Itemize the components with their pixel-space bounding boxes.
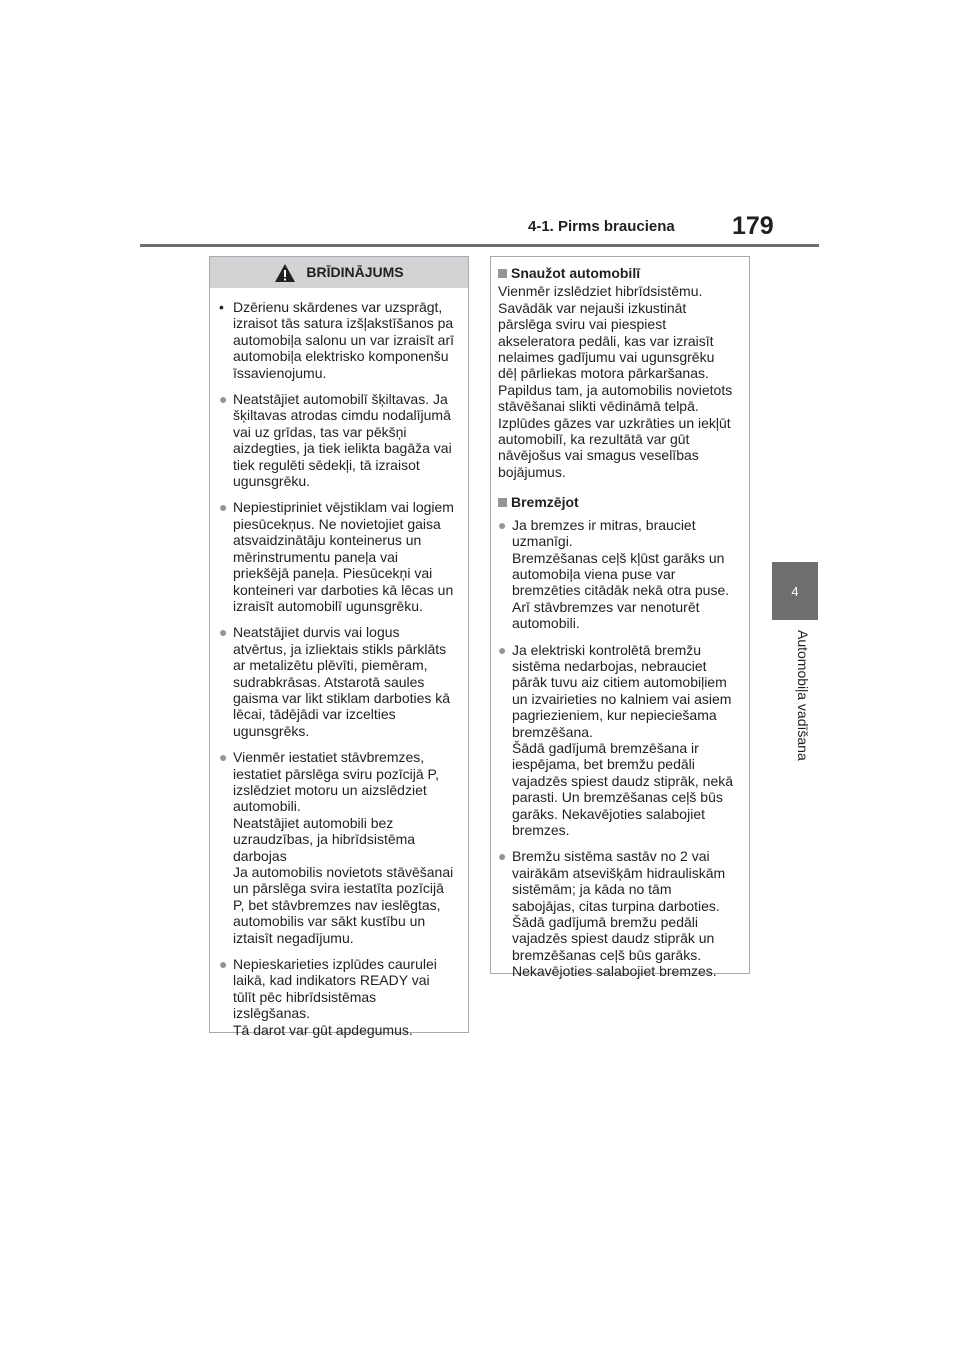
section-heading (498, 494, 743, 510)
square-bullet-icon (498, 498, 507, 507)
chapter-number: 4 (791, 583, 799, 599)
page-number: 179 (732, 212, 774, 240)
list-item (219, 624, 458, 739)
warning-body (210, 288, 468, 1038)
list-item-text: Ja bremzes ir mitras, brauciet uzmanīgi. Bremzēšanas ceļš kļūst garāks un automobiļa viena puse var bremzēties citādāk nekā otra puse. Arī stāvbremzes var nenoturēt automobili. (512, 516, 730, 632)
list-item-text: Nepieskarieties izplūdes caurulei laikā, kad indikators READY vai tūlīt pēc hibrīdsistēmas izslēgšanas. Tā darot var gūt apdegumus. (233, 956, 437, 1038)
bullet-dot-icon: ● (498, 641, 507, 658)
warning-title: BRĪDINĀJUMS (306, 264, 404, 281)
info-box (490, 256, 750, 980)
list-item-text: Neatstājiet automobilī šķiltavas. Ja šķiltavas atrodas cimdu nodalījumā vai uz grīdas, tas var pēkšņi aizdegties, ja tiek ielikta bagāža vai tiek regulēti sēdekļi, tā izraisot ugunsgrēku. (233, 391, 452, 490)
list-item-text: Ja elektriski kontrolētā bremžu sistēma nedarbojas, nebrauciet pārāk tuvu aiz citiem automobiļiem un izvairieties no kalniem vai asiem pagriezieniem, kur nepieciešama bremzēšana. Šādā gadījumā bremzēšana ir iespējama, bet bremžu pedāli vajadzēs spiest daudz stiprāk, nekā parasti. Un bremzēšanas ceļš būs garāks. Nekavējoties salabojiet bremzes. (512, 641, 734, 838)
list-item (219, 956, 458, 1038)
bullet-dot-icon: ● (219, 499, 228, 516)
section-heading (498, 265, 743, 281)
warning-header (210, 257, 468, 288)
list-item (219, 749, 458, 946)
section-heading-text: Bremzējot (511, 494, 579, 511)
list-item-text: Bremžu sistēma sastāv no 2 vai vairākām atsevišķām hidrauliskām sistēmām; ja kāda no tām sabojājas, citas turpina darboties. Šādā gadījumā bremžu pedāli vajadzēs spiest daudz stiprāk un bremzēšanas ceļš būs garāks. Nekavējoties salabojiet bremzes. (512, 848, 726, 980)
warning-triangle-icon (274, 263, 296, 283)
bullet-marker: • (219, 299, 224, 315)
list-item (219, 499, 458, 614)
section-title: 4-1. Pirms brauciena (528, 218, 675, 235)
list-item-text: Nepiestipriniet vējstiklam vai logiem piesūcekņus. Ne novietojiet gaisa atsvaidzinātāju konteinerus un mērinstrumentu paneļa vai priekšējā paneļa. Piesūcekņi vai konteineri var darboties kā lēcas un izraisīt automobilī ugunsgrēku. (233, 499, 454, 614)
bullet-dot-icon: ● (498, 848, 507, 865)
bullet-dot-icon: ● (219, 956, 228, 973)
list-item-text: Vienmēr iestatiet stāvbremzes, iestatiet pārslēga sviru pozīcijā P, izslēdziet motoru un aizslēdziet automobili. Neatstājiet automobili bez uzraudzības, ja hibrīdsistēma darbojas Ja automobilis novietots stāvēšanai un pārslēga svira iestatīta pozīcijā P, bet stāvbremzes nav ieslēgtas, automobilis var sākt kustību un iztaisīt negadījumu. (233, 749, 454, 946)
chapter-label: Automobiļa vadīšana (795, 630, 811, 761)
bullet-dot-icon: ● (219, 624, 228, 641)
list-item (498, 642, 743, 839)
list-item-text: Neatstājiet durvis vai logus atvērtus, ja izliektais stikls pārklāts ar metalizētu plēvīti, piemēram, sudrabkrāsas. Atstarotā saules gaisma var likt stiklam darboties kā lēcai, tādējādi var izcelties ugunsgrēks. (233, 624, 451, 739)
header-divider (140, 244, 819, 247)
list-item (219, 391, 458, 489)
square-bullet-icon (498, 269, 507, 278)
chapter-tab (772, 562, 818, 620)
list-item (498, 517, 743, 632)
list-item (219, 299, 458, 381)
bullet-dot-icon: ● (498, 516, 507, 533)
list-item (498, 848, 743, 979)
warning-box (209, 256, 469, 1038)
bullet-dot-icon: ● (219, 391, 228, 408)
section-heading-text: Snaužot automobilī (511, 265, 641, 281)
section-paragraph: Vienmēr izslēdziet hibrīdsistēmu. Savādāk var nejauši izkustināt pārslēga sviru vai piespiest akseleratora pedāli, kas var izraisīt nelaimes gadījumu vai ugunsgrēku dēļ pārliekas motora pārkaršanas. Papildus tam, ja automobilis novietots stāvēšanai slikti vēdināmā telpā. Izplūdes gāzes var uzkrāties un iekļūt automobilī, ka rezultātā var gūt nāvējošus vai smagus veselības bojājumus. (498, 283, 733, 480)
list-item-text: Dzērienu skārdenes var uzsprāgt, izraisot tās satura izšļakstīšanos pa automobiļa salonu un var izraisīt arī automobiļa elektrisko komponenšu īssavienojumu. (233, 299, 454, 381)
bullet-dot-icon: ● (219, 749, 228, 766)
